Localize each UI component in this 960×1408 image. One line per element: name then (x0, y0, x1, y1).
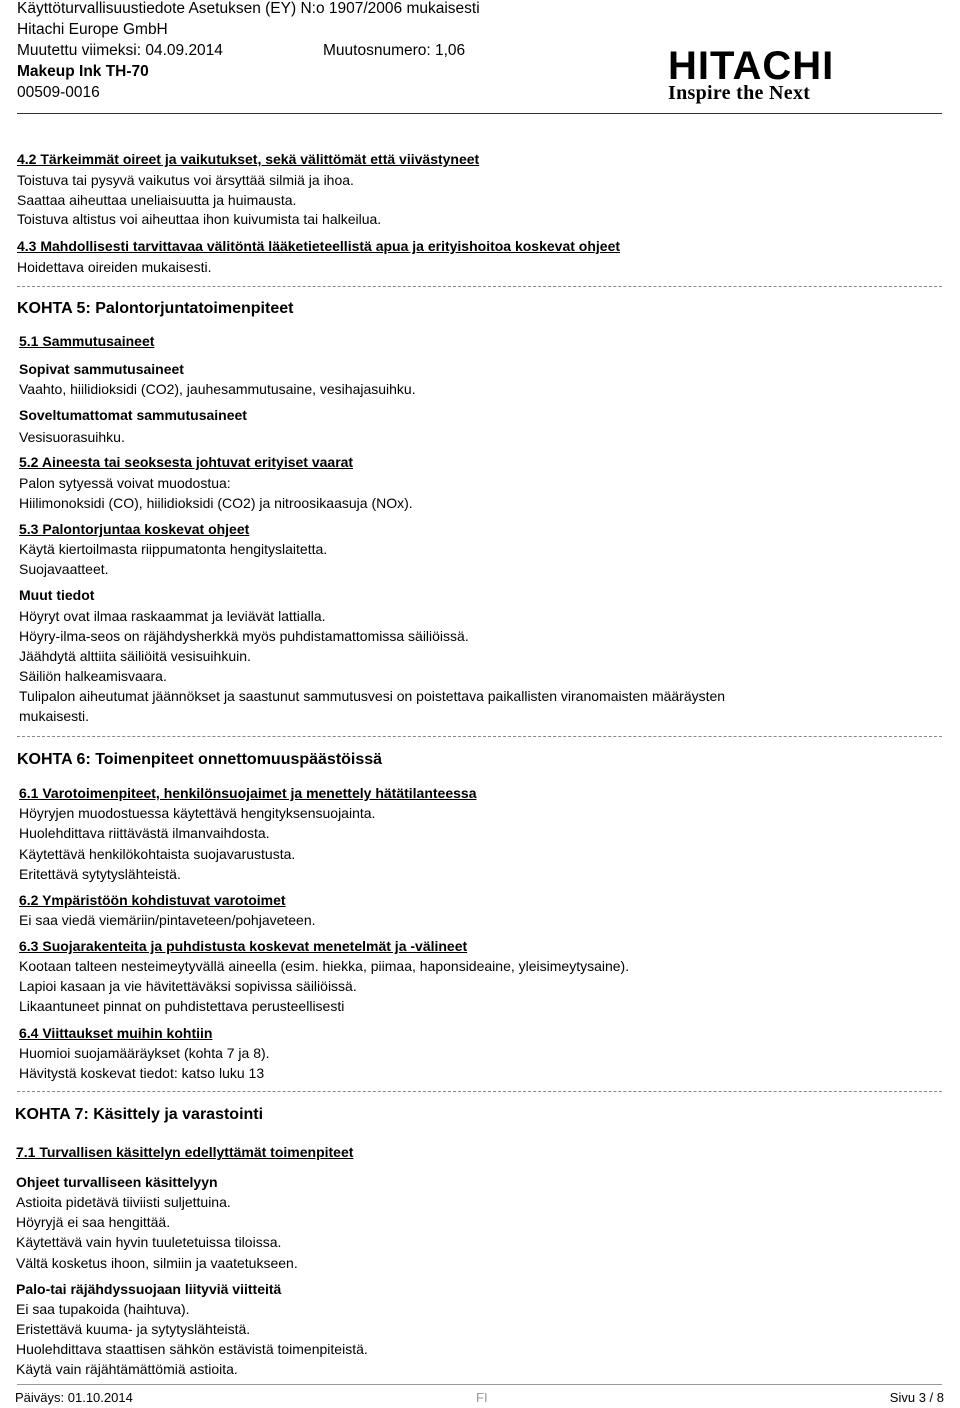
text-line: Huolehdittava staattisen sähkön estävistä toimenpiteistä. (16, 1341, 368, 1357)
product-name: Makeup Ink TH-70 (17, 63, 149, 80)
footer-date: Päiväys: 01.10.2014 (15, 1390, 133, 1405)
revision-number: Muutosnumero: 1,06 (323, 42, 466, 59)
text-line: Ei saa tupakoida (haihtuva). (16, 1301, 190, 1317)
text-line: Jäähdytä alttiita säiliöitä vesisuihkuin. (19, 648, 251, 664)
header-divider (17, 113, 942, 114)
subheading: Ohjeet turvalliseen käsittelyyn (16, 1174, 218, 1190)
section-divider (17, 1091, 942, 1092)
text-line: Käytettävä vain hyvin tuuletetuissa tiloissa. (16, 1234, 282, 1250)
text-line: Palon sytyessä voivat muodostua: (19, 475, 231, 491)
text-line: Eritettävä sytytyslähteistä. (19, 866, 181, 882)
subheading: Muut tiedot (19, 587, 95, 603)
text-line: Lapioi kasaan ja vie hävitettäväksi sopivissa säiliöissä. (19, 978, 357, 994)
text-line: Hiilimonoksidi (CO), hiilidioksidi (CO2) ja nitroosikaasuja (NOx). (19, 495, 413, 511)
footer-page-number: Sivu 3 / 8 (889, 1390, 944, 1405)
heading-7-1: 7.1 Turvallisen käsittelyn edellyttämät toimenpiteet (16, 1144, 354, 1160)
text-line: Suojavaatteet. (19, 561, 109, 577)
section-7-title: KOHTA 7: Käsittely ja varastointi (15, 1106, 264, 1123)
heading-6-3: 6.3 Suojarakenteita ja puhdistusta koskevat menetelmät ja -välineet (19, 938, 468, 954)
text-line: Höyryjen muodostuessa käytettävä hengityksensuojainta. (19, 805, 376, 821)
section-6-title: KOHTA 6: Toimenpiteet onnettomuuspäästöissä (17, 751, 383, 768)
text-line: Astioita pidetävä tiiviisti suljettuina. (16, 1194, 231, 1210)
company-name: Hitachi Europe GmbH (17, 21, 168, 38)
section-divider (17, 286, 942, 287)
text-line: Höyry-ilma-seos on räjähdysherkkä myös puhdistamattomissa säiliöissä. (19, 628, 469, 644)
text-line: Säiliön halkeamisvaara. (19, 668, 167, 684)
text-line: Käytettävä henkilökohtaista suojavarustusta. (19, 846, 296, 862)
footer-divider (17, 1384, 942, 1385)
text-line: Hoidettava oireiden mukaisesti. (17, 259, 212, 275)
subheading: Soveltumattomat sammutusaineet (19, 407, 247, 423)
text-line: Huomioi suojamääräykset (kohta 7 ja 8). (19, 1045, 270, 1061)
text-line: Kootaan talteen nesteimeytyvällä aineella (esim. hiekka, piimaa, haponsideaine, yleisimeytysaine). (19, 958, 630, 974)
modified-date: Muutettu viimeksi: 04.09.2014 (17, 42, 223, 59)
heading-4-3: 4.3 Mahdollisesti tarvittavaa välitöntä lääketieteellistä apua ja erityishoitoa koskevat ohjeet (17, 238, 621, 254)
hitachi-logo: HITACHI (668, 44, 835, 88)
heading-6-2: 6.2 Ympäristöön kohdistuvat varotoimet (19, 892, 286, 908)
text-line: Huolehdittava riittävästä ilmanvaihdosta. (19, 825, 270, 841)
text-line: Höyryjä ei saa hengittää. (16, 1214, 171, 1230)
heading-6-1: 6.1 Varotoimenpiteet, henkilönsuojaimet ja menettely hätätilanteessa (19, 785, 477, 801)
footer-language: FI (476, 1390, 488, 1405)
section-divider (17, 736, 942, 737)
heading-5-2: 5.2 Aineesta tai seoksesta johtuvat erityiset vaarat (19, 454, 354, 470)
heading-5-1: 5.1 Sammutusaineet (19, 333, 155, 349)
text-line: Käytä kiertoilmasta riippumatonta hengityslaitetta. (19, 541, 328, 557)
section-5-title: KOHTA 5: Palontorjuntatoimenpiteet (17, 300, 294, 317)
text-line: Käytä vain räjähtämättömiä astioita. (16, 1361, 238, 1377)
text-line: Tulipalon aiheutumat jäännökset ja saastunut sammutusvesi on poistettava paikallisten viranomaisten määräysten (19, 688, 726, 704)
hitachi-tagline: Inspire the Next (668, 82, 811, 104)
text-line: Ei saa viedä viemäriin/pintaveteen/pohjaveteen. (19, 912, 316, 928)
text-line: Eristettävä kuuma- ja sytytyslähteistä. (16, 1321, 251, 1337)
product-code: 00509-0016 (17, 84, 100, 101)
subheading: Sopivat sammutusaineet (19, 361, 184, 377)
text-line: Saattaa aiheuttaa uneliaisuutta ja huimausta. (17, 192, 297, 208)
heading-5-3: 5.3 Palontorjuntaa koskevat ohjeet (19, 521, 250, 537)
text-line: Höyryt ovat ilmaa raskaammat ja leviävät lattialla. (19, 608, 326, 624)
text-line: Likaantuneet pinnat on puhdistettava perusteellisesti (19, 998, 345, 1014)
text-line: Hävitystä koskevat tiedot: katso luku 13 (19, 1065, 265, 1081)
text-line: mukaisesti. (19, 708, 90, 724)
text-line: Toistuva tai pysyvä vaikutus voi ärsyttää silmiä ja ihoa. (17, 172, 354, 188)
heading-6-4: 6.4 Viittaukset muihin kohtiin (19, 1025, 213, 1041)
text-line: Vaahto, hiilidioksidi (CO2), jauhesammutusaine, vesihajasuihku. (19, 381, 416, 397)
heading-4-2: 4.2 Tärkeimmät oireet ja vaikutukset, sekä välittömät että viivästyneet (17, 151, 480, 167)
text-line: Toistuva altistus voi aiheuttaa ihon kuivumista tai halkeilua. (17, 211, 382, 227)
document-title: Käyttöturvallisuustiedote Asetuksen (EY) N:o 1907/2006 mukaisesti (17, 0, 480, 17)
text-line: Vesisuorasuihku. (19, 429, 125, 445)
text-line: Vältä kosketus ihoon, silmiin ja vaatetukseen. (16, 1255, 298, 1271)
subheading: Palo-tai räjähdyssuojaan liityviä viitteitä (16, 1281, 282, 1297)
